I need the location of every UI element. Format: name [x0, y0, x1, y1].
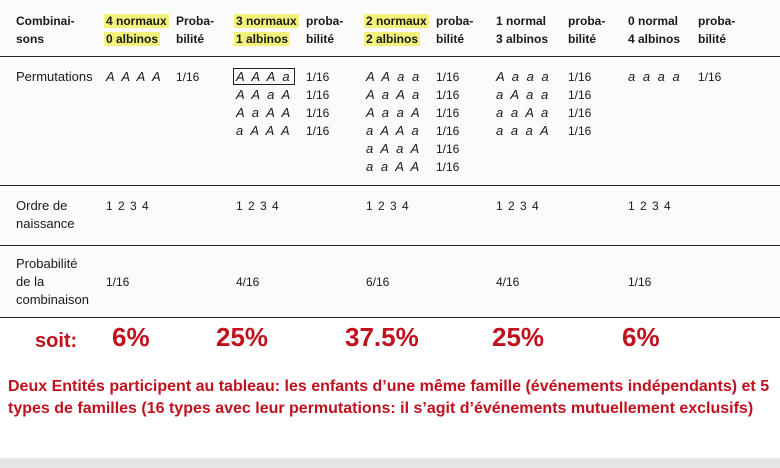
permutation-item-boxed: A A A a: [233, 68, 295, 85]
perm-list-group-2: [236, 68, 295, 140]
permutation-item: a a a a: [628, 69, 682, 84]
row-divider-1: [0, 185, 780, 186]
ordre-group-2: 1 2 3 4: [236, 199, 280, 213]
perm-probs-group-5: [698, 68, 721, 86]
perm-list-group-3: [366, 68, 422, 176]
header-proba-5: proba- bilité: [698, 14, 736, 46]
permutation-item: A a a A: [366, 105, 422, 120]
header-proba-4: proba- bilité: [568, 14, 606, 46]
header-proba-2: proba- bilité: [306, 14, 344, 46]
permutation-item: a A A a: [366, 123, 421, 138]
row-divider-2: [0, 245, 780, 246]
percent-group-5: 6%: [622, 322, 660, 352]
permutation-prob: 1/16: [436, 70, 460, 84]
permutation-prob: 1/16: [306, 124, 330, 138]
permutation-prob: 1/16: [568, 124, 592, 138]
probabilite-group-2: 4/16: [236, 275, 260, 289]
probabilite-group-4: 4/16: [496, 275, 520, 289]
permutation-prob: 1/16: [436, 88, 460, 102]
permutation-item: a A A A: [236, 123, 292, 138]
perm-probs-group-1: [176, 68, 199, 86]
header-proba-1: Proba- bilité: [176, 14, 215, 46]
bottom-strip: [0, 458, 780, 468]
perm-list-group-5: [628, 68, 682, 86]
explanatory-note: Deux Entités participent au tableau: les enfants d’une même famille (événements indépendants) et 5 types de familles (16 types avec leur permutations: il s’agit d’événements mutuellement exclusifs): [8, 378, 770, 417]
table-bottom-border: [0, 317, 780, 318]
row-label-permutations: Permutations: [16, 69, 93, 84]
permutation-item: A a a a: [496, 69, 551, 84]
permutation-prob: 1/16: [306, 88, 330, 102]
permutation-item: a a A A: [366, 159, 422, 174]
permutation-prob: 1/16: [306, 70, 330, 84]
perm-probs-group-4: [568, 68, 591, 140]
permutation-item: A A a A: [236, 87, 293, 102]
perm-list-group-4: [496, 68, 551, 140]
permutation-prob: 1/16: [176, 70, 200, 84]
ordre-group-1: 1 2 3 4: [106, 199, 150, 213]
probabilite-group-1: 1/16: [106, 275, 130, 289]
permutation-prob: 1/16: [436, 142, 460, 156]
perm-probs-group-2: [306, 68, 329, 140]
permutation-item: A a A a: [366, 87, 422, 102]
permutation-prob: 1/16: [568, 88, 592, 102]
ordre-group-4: 1 2 3 4: [496, 199, 540, 213]
permutation-prob: 1/16: [436, 160, 460, 174]
ordre-group-3: 1 2 3 4: [366, 199, 410, 213]
permutation-prob: 1/16: [568, 106, 592, 120]
permutation-item: A A A A: [106, 69, 163, 84]
header-combinaisons: Combinai- sons: [16, 14, 75, 46]
percent-group-2: 25%: [216, 322, 269, 352]
header-divider: [0, 56, 780, 57]
ordre-group-5: 1 2 3 4: [628, 199, 672, 213]
permutation-item: a A a A: [366, 141, 422, 156]
soit-label: soit:: [35, 330, 78, 352]
header-group-3-normaux: 3 normaux 1 albinos: [236, 14, 297, 46]
permutation-prob: 1/16: [436, 106, 460, 120]
permutation-item: A A a a: [366, 69, 422, 84]
permutation-prob: 1/16: [306, 106, 330, 120]
header-group-1-normal: 1 normal 3 albinos: [496, 14, 549, 46]
header-group-4-normaux: 4 normaux 0 albinos: [106, 14, 167, 46]
probabilite-group-5: 1/16: [628, 275, 652, 289]
row-label-ordre: Ordre de naissance: [16, 198, 75, 231]
percent-group-4: 25%: [492, 322, 545, 352]
percent-group-3: 37.5%: [345, 322, 419, 352]
header-proba-3: proba- bilité: [436, 14, 474, 46]
permutation-prob: 1/16: [436, 124, 460, 138]
permutation-item: a a a A: [496, 123, 551, 138]
permutation-item: a a A a: [496, 105, 551, 120]
header-group-0-normal: 0 normal 4 albinos: [628, 14, 681, 46]
perm-probs-group-3: [436, 68, 459, 176]
perm-list-group-1: [106, 68, 163, 86]
permutation-prob: 1/16: [568, 70, 592, 84]
percent-group-1: 6%: [112, 322, 150, 352]
permutation-prob: 1/16: [698, 70, 722, 84]
row-label-probabilite: Probabilité de la combinaison: [16, 256, 89, 307]
header-group-2-normaux: 2 normaux 2 albinos: [366, 14, 427, 46]
probabilite-group-3: 6/16: [366, 275, 390, 289]
permutation-item: A a A A: [236, 105, 293, 120]
permutation-item: a A a a: [496, 87, 551, 102]
